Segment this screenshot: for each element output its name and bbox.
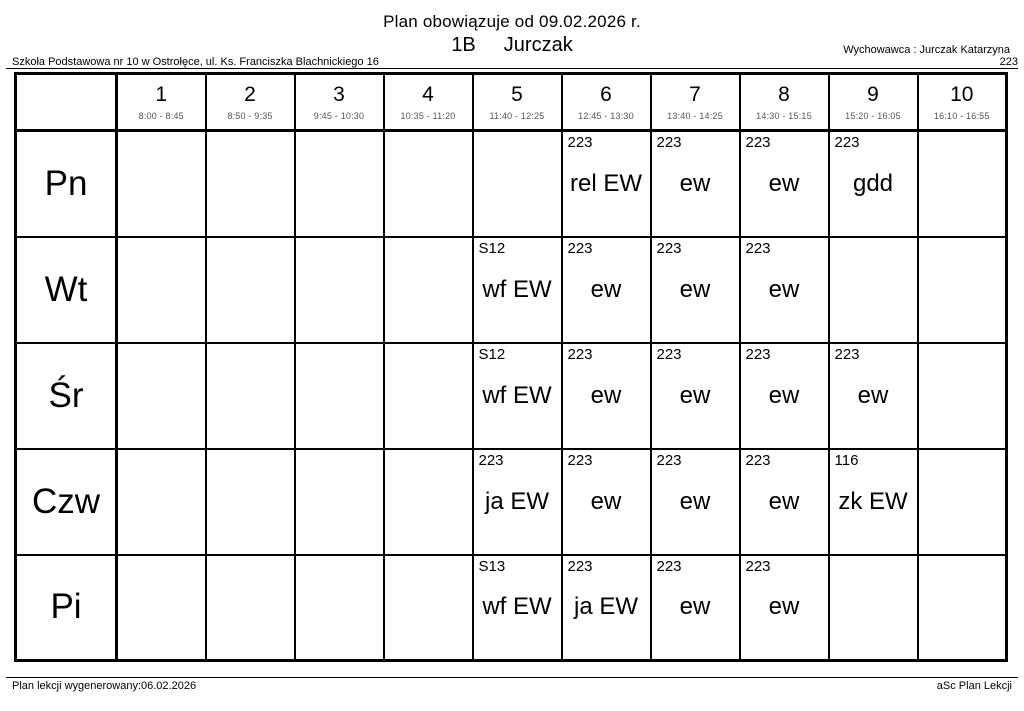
empty-cell xyxy=(295,343,384,449)
empty-cell xyxy=(206,131,295,237)
footer-divider xyxy=(6,677,1018,678)
lesson-subject: ew xyxy=(590,275,622,303)
period-time: 13:40 - 14:25 xyxy=(667,111,723,122)
period-header xyxy=(918,74,1007,131)
period-number: 8 xyxy=(778,82,790,106)
lesson-cell xyxy=(740,237,829,343)
lesson-subject: ja EW xyxy=(573,593,638,621)
lesson-subject: ew xyxy=(679,381,711,409)
lesson-room: 223 xyxy=(567,345,593,363)
header-divider xyxy=(6,68,1018,69)
period-number: 2 xyxy=(244,82,256,106)
lesson-cell xyxy=(740,449,829,555)
period-number: 5 xyxy=(511,82,523,106)
empty-cell xyxy=(829,237,918,343)
page-title: Plan obowiązuje od 09.02.2026 r. xyxy=(383,12,641,31)
lesson-subject: rel EW xyxy=(570,169,642,197)
lesson-cell xyxy=(562,131,651,237)
lesson-subject: ew xyxy=(857,381,889,409)
lesson-subject: ew xyxy=(768,487,800,515)
period-header xyxy=(829,74,918,131)
period-number: 10 xyxy=(950,82,974,106)
lesson-cell xyxy=(562,343,651,449)
lesson-room: 223 xyxy=(745,557,771,575)
lesson-subject: ew xyxy=(679,487,711,515)
empty-cell xyxy=(829,555,918,661)
lesson-cell xyxy=(473,343,562,449)
empty-cell xyxy=(117,131,206,237)
period-time: 8:50 - 9:35 xyxy=(227,111,273,122)
empty-cell xyxy=(384,237,473,343)
period-time: 15:20 - 16:05 xyxy=(845,111,901,122)
timetable-body xyxy=(16,131,1007,661)
lesson-cell xyxy=(651,449,740,555)
empty-cell xyxy=(206,449,295,555)
period-number: 6 xyxy=(600,82,612,106)
lesson-cell xyxy=(651,555,740,661)
lesson-subject: ew xyxy=(768,275,800,303)
lesson-cell xyxy=(473,449,562,555)
empty-cell xyxy=(918,449,1007,555)
lesson-room: 223 xyxy=(656,239,682,257)
lesson-room: 223 xyxy=(567,557,593,575)
room-number: 223 xyxy=(999,56,1018,68)
lesson-subject: ew xyxy=(679,275,711,303)
footer-generated: Plan lekcji wygenerowany:06.02.2026 xyxy=(12,680,197,692)
lesson-room: 223 xyxy=(656,557,682,575)
lesson-cell xyxy=(740,131,829,237)
period-time: 16:10 - 16:55 xyxy=(933,111,990,122)
day-row xyxy=(16,555,1007,661)
lesson-subject: ew xyxy=(679,169,711,197)
empty-cell xyxy=(384,131,473,237)
period-header xyxy=(562,74,651,131)
lesson-cell xyxy=(740,555,829,661)
period-header xyxy=(295,74,384,131)
day-label: Wt xyxy=(16,237,117,343)
lesson-cell xyxy=(651,343,740,449)
lesson-subject: gdd xyxy=(852,169,894,197)
day-row xyxy=(16,237,1007,343)
day-row xyxy=(16,449,1007,555)
period-header xyxy=(740,74,829,131)
period-header xyxy=(117,74,206,131)
day-label: Czw xyxy=(16,449,117,555)
homeroom-teacher: Wychowawca : Jurczak Katarzyna xyxy=(843,44,1010,56)
lesson-cell xyxy=(473,237,562,343)
lesson-room: 223 xyxy=(834,345,860,363)
empty-cell xyxy=(918,343,1007,449)
lesson-cell xyxy=(829,343,918,449)
lesson-room: 223 xyxy=(478,451,504,469)
timetable xyxy=(14,72,1008,662)
lesson-room: 223 xyxy=(567,239,593,257)
lesson-cell xyxy=(651,131,740,237)
lesson-room: S12 xyxy=(478,239,506,257)
footer-app: aSc Plan Lekcji xyxy=(936,680,1012,692)
lesson-room: 223 xyxy=(834,134,860,151)
empty-cell xyxy=(918,555,1007,661)
period-time: 11:40 - 12:25 xyxy=(489,111,545,122)
lesson-cell xyxy=(829,449,918,555)
teacher-name: Jurczak xyxy=(503,34,573,56)
lesson-subject: zk EW xyxy=(838,487,908,515)
day-row xyxy=(16,343,1007,449)
period-number: 1 xyxy=(155,82,168,106)
day-row xyxy=(16,131,1007,237)
empty-cell xyxy=(384,555,473,661)
lesson-cell xyxy=(651,237,740,343)
empty-cell xyxy=(384,343,473,449)
lesson-room: S13 xyxy=(478,557,506,575)
lesson-cell xyxy=(740,343,829,449)
empty-cell xyxy=(117,449,206,555)
period-number: 4 xyxy=(422,82,434,106)
day-label: Pn xyxy=(16,131,117,237)
lesson-room: 223 xyxy=(745,239,771,257)
school-name: Szkoła Podstawowa nr 10 w Ostrołęce, ul. Ks. Franciszka Blachnickiego 16 xyxy=(12,56,379,68)
empty-cell xyxy=(295,449,384,555)
lesson-room: 223 xyxy=(745,345,771,363)
lesson-room: 223 xyxy=(567,451,593,469)
timetable-head-row xyxy=(16,74,1007,131)
lesson-cell xyxy=(829,131,918,237)
day-label: Śr xyxy=(16,343,117,449)
period-time: 9:45 - 10:30 xyxy=(313,111,365,122)
empty-cell xyxy=(206,237,295,343)
lesson-subject: wf EW xyxy=(482,381,552,409)
empty-cell xyxy=(295,131,384,237)
empty-cell xyxy=(117,343,206,449)
lesson-room: S12 xyxy=(478,345,506,363)
lesson-room: 223 xyxy=(745,134,771,151)
lesson-room: 223 xyxy=(656,134,682,151)
period-time: 8:00 - 8:45 xyxy=(138,111,184,122)
empty-cell xyxy=(295,237,384,343)
period-header xyxy=(384,74,473,131)
lesson-cell xyxy=(562,449,651,555)
lesson-room: 223 xyxy=(656,451,682,469)
period-time: 12:45 - 13:30 xyxy=(578,111,634,122)
lesson-room: 223 xyxy=(656,345,682,363)
empty-cell xyxy=(117,555,206,661)
lesson-subject: ew xyxy=(768,381,800,409)
lesson-room: 223 xyxy=(567,134,593,151)
day-label: Pi xyxy=(16,555,117,661)
lesson-cell xyxy=(473,555,562,661)
empty-cell xyxy=(918,237,1007,343)
lesson-subject: ew xyxy=(590,487,622,515)
lesson-room: 116 xyxy=(834,451,859,469)
period-number: 3 xyxy=(333,82,345,106)
empty-cell xyxy=(206,343,295,449)
empty-cell xyxy=(384,449,473,555)
lesson-subject: ew xyxy=(590,381,622,409)
lesson-cell xyxy=(562,237,651,343)
lesson-subject: ew xyxy=(768,593,800,621)
lesson-subject: ew xyxy=(768,169,800,197)
lesson-subject: wf EW xyxy=(482,593,552,621)
period-number: 9 xyxy=(867,82,879,106)
empty-cell xyxy=(295,555,384,661)
empty-cell xyxy=(206,555,295,661)
lesson-room: 223 xyxy=(745,451,771,469)
lesson-cell xyxy=(562,555,651,661)
class-name: 1B xyxy=(451,34,476,56)
period-time: 10:35 - 11:20 xyxy=(400,111,456,122)
lesson-subject: ew xyxy=(679,593,711,621)
period-header xyxy=(206,74,295,131)
empty-cell xyxy=(117,237,206,343)
empty-cell xyxy=(473,131,562,237)
lesson-subject: wf EW xyxy=(482,275,552,303)
period-number: 7 xyxy=(689,82,701,106)
period-header xyxy=(651,74,740,131)
period-time: 14:30 - 15:15 xyxy=(756,111,812,122)
corner-cell xyxy=(16,74,117,131)
lesson-subject: ja EW xyxy=(484,487,549,515)
empty-cell xyxy=(918,131,1007,237)
period-header xyxy=(473,74,562,131)
